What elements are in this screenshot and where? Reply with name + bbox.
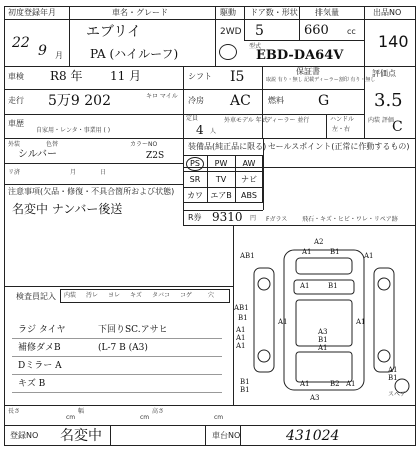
notes-title: 注意事項(欠品・修復・不具合箇所および状態)	[8, 187, 175, 196]
option-leather: カワ	[187, 191, 203, 200]
grade: PA (ハイルーフ)	[90, 47, 179, 61]
recycle-status-label: リ済	[8, 169, 21, 176]
ac-value: AC	[230, 93, 251, 109]
shaken-month: 11 月	[110, 69, 142, 83]
mark: B1	[330, 248, 340, 256]
note-underline	[12, 338, 222, 339]
vehicle-damage-diagram	[234, 228, 414, 404]
recycle-fee-label: R券	[188, 213, 202, 222]
mark: A1	[346, 380, 356, 388]
equipment-title: 装備品(純正品に限る)	[188, 142, 267, 151]
score-value: 3.5	[374, 90, 403, 111]
reg-no-label: 登録NO	[10, 431, 39, 440]
rule	[326, 114, 327, 138]
displacement-value: 660	[304, 23, 329, 38]
color-no-label: カラーNO	[130, 141, 158, 148]
rule	[205, 425, 206, 446]
left-side-panel	[254, 268, 274, 372]
front-left-wheel	[258, 278, 270, 290]
drive-value: 2WD	[220, 27, 242, 37]
rule	[183, 66, 184, 138]
interior-value: C	[392, 119, 403, 135]
rule	[262, 66, 263, 138]
rule	[4, 405, 416, 406]
option-abs: ABS	[241, 191, 257, 200]
mark: B1	[240, 386, 250, 394]
inspector-item: 穴	[208, 292, 215, 299]
mark: A1	[300, 282, 310, 290]
inspector-note-label: ラジ タイヤ	[18, 325, 66, 335]
reg-no-value: 名変中	[60, 428, 102, 444]
ext-sub: 色替	[46, 141, 59, 148]
length-unit: cm	[66, 414, 76, 421]
mark: A2	[314, 238, 324, 246]
mark: A3	[318, 328, 328, 336]
rule	[4, 286, 233, 287]
usage-label: 車歴	[8, 119, 24, 128]
rule	[244, 40, 364, 41]
rule	[4, 19, 416, 20]
inspector-note-label: 補修ダメB	[18, 343, 61, 353]
inspector-item: コゲ	[180, 292, 193, 299]
shaken-value: R8 年	[50, 69, 83, 83]
option-tv: TV	[215, 175, 227, 184]
rule	[69, 6, 70, 66]
inspector-item: タバコ	[152, 292, 170, 299]
first-registration-year: 22	[12, 35, 30, 51]
interior-label: 内装 評価	[368, 117, 394, 124]
ext-label: 外装	[8, 141, 21, 148]
mark: AB1	[234, 304, 249, 312]
model-type-value: EBD-DA64V	[256, 48, 344, 63]
rule	[4, 138, 416, 139]
rule	[4, 89, 364, 90]
mark: A3	[310, 394, 320, 402]
glass-label: Fガラス	[266, 216, 288, 223]
displacement-unit: cc	[347, 27, 356, 36]
mark: A1	[278, 318, 288, 326]
mark: AB1	[240, 252, 255, 260]
mark: A1	[300, 380, 310, 388]
first-registration-month: 9	[38, 43, 47, 59]
rule	[4, 114, 364, 115]
model-type-label: 型式	[249, 43, 262, 50]
capacity-label: 定員	[186, 115, 199, 122]
inspector-note-value: (L-7 B (A3)	[98, 343, 148, 353]
chassis-label: 車台NO	[212, 431, 241, 440]
inspector-note-label: キズ B	[18, 379, 46, 389]
mark: B1	[328, 282, 338, 290]
lot-no-label: 出品NO	[373, 8, 402, 17]
doors-value: 5	[255, 23, 264, 39]
inspector-item: 汚レ	[86, 292, 99, 299]
width-label: 幅	[78, 408, 85, 415]
option-ps: PS	[190, 159, 200, 168]
glass-sub: 飛石・キズ・ヒビ・ワレ・リペア跡	[302, 216, 398, 223]
notes-text: 名変中 ナンバー後送	[12, 202, 123, 216]
warranty-label: 保証書	[296, 67, 320, 76]
rule	[244, 6, 245, 40]
front-right-wheel	[378, 278, 390, 290]
capacity-unit: 人	[210, 128, 217, 135]
mileage-unit: キロ マイル	[146, 93, 178, 100]
mark: A1	[236, 334, 246, 342]
height-unit: cm	[214, 414, 224, 421]
spare-label: スペア	[388, 391, 407, 398]
recycle-month-label: 月	[70, 169, 77, 176]
mark: A1	[302, 248, 312, 256]
rule	[299, 6, 300, 40]
displacement-label: 排気量	[315, 8, 339, 17]
width-unit: cm	[140, 414, 150, 421]
mark: A1	[356, 318, 366, 326]
rule	[364, 6, 365, 138]
rule	[4, 163, 184, 164]
rear-left-wheel	[258, 350, 270, 362]
handle-value: 左・右	[332, 126, 351, 133]
note-underline	[12, 374, 222, 375]
length-label: 長さ	[8, 408, 21, 415]
mark: B1	[388, 374, 398, 382]
option-ps-circle	[186, 157, 204, 171]
ac-label: 冷房	[188, 96, 204, 105]
dealer-label: ディーラー 並行	[266, 117, 310, 124]
inspector-item: 内装	[64, 292, 77, 299]
usage-sub: 自家用・レンタ・事業用 ( )	[36, 127, 111, 134]
rule	[4, 184, 184, 185]
mark: B2	[330, 380, 340, 388]
mark: B1	[238, 314, 248, 322]
mark: A1	[236, 326, 246, 334]
doors-shape-label: ドア数・形状	[250, 8, 298, 17]
mileage-label: 走行	[8, 96, 24, 105]
option-navi: ナビ	[241, 175, 257, 184]
fuel-label: 燃料	[268, 96, 284, 105]
option-pw: PW	[214, 159, 228, 168]
rule	[110, 425, 111, 446]
inspector-note-value: 下回りSC.アサヒ	[98, 325, 168, 335]
mark: A1	[318, 344, 328, 352]
shift-label: シフト	[188, 72, 212, 81]
car-hood	[296, 258, 352, 274]
mark: A1	[388, 366, 398, 374]
first-registration-label: 初度登録年月	[8, 8, 56, 17]
month-unit: 月	[55, 51, 63, 60]
color-value: シルバー	[18, 149, 58, 160]
option-airbag: エアB	[210, 191, 232, 200]
height-label: 高さ	[152, 408, 165, 415]
inspector-note-label: Dミラー A	[18, 361, 62, 371]
shift-value: I5	[230, 69, 245, 85]
chassis-value: 431024	[286, 428, 340, 444]
car-rear	[296, 352, 352, 382]
inspector-item: ヨレ	[108, 292, 121, 299]
warranty-sub: 取説 有り・無し 記載ディーラー割印 有り・無し	[266, 77, 376, 83]
sales-point-label: セールスポイント(正常に作動するもの)	[268, 142, 410, 151]
fuel-value: G	[318, 93, 330, 109]
handle-label: ハンドル	[330, 116, 355, 123]
recycle-fee-unit: 円	[250, 215, 257, 222]
rule	[183, 225, 416, 226]
rear-right-wheel	[378, 350, 390, 362]
color-no-value: Z2S	[146, 151, 165, 161]
note-underline	[12, 356, 222, 357]
inspector-title: 検査員記入	[16, 292, 56, 301]
option-sr: SR	[189, 175, 201, 184]
mileage-value: 5万9 202	[48, 93, 111, 109]
model-grade-label: 車名・グレード	[112, 8, 168, 17]
option-aw: AW	[242, 159, 256, 168]
recycle-day-label: 日	[100, 169, 107, 176]
car-name: エブリイ	[86, 24, 142, 40]
drive-label: 駆動	[220, 8, 236, 17]
capacity-value: 4	[196, 123, 204, 137]
mark: B1	[240, 378, 250, 386]
rule	[4, 66, 416, 67]
inspector-item: キズ	[130, 292, 142, 299]
shaken-label: 車検	[8, 72, 24, 81]
recycle-fee-value: 9310	[212, 210, 243, 224]
mark: A1	[236, 342, 246, 350]
note-underline	[12, 392, 222, 393]
right-side-panel	[374, 268, 394, 372]
lot-no-value: 140	[378, 32, 409, 51]
ext-model-label: 外車モデル 年式	[224, 117, 268, 124]
mark: A1	[364, 252, 374, 260]
score-label: 評価点	[372, 69, 396, 78]
rule	[4, 425, 416, 426]
rule	[215, 6, 216, 66]
drive-circle	[219, 44, 237, 60]
mark: B1	[318, 336, 328, 344]
